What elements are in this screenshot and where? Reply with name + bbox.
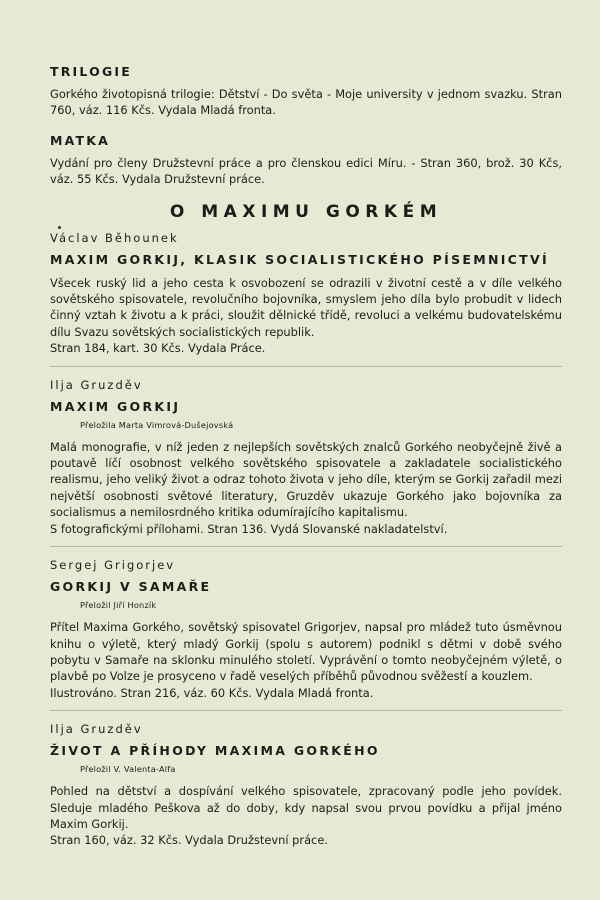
- book-title: MAXIM GORKIJ, KLASIK SOCIALISTICKÉHO PÍSEMNICTVÍ: [50, 251, 549, 267]
- section-text: Gorkého životopisná trilogie: Dětství - Do světa - Moje university v jednom svazku. Stran 760, váz. 116 Kčs. Vydala Mladá fronta.: [50, 87, 562, 118]
- book-info: Ilustrováno. Stran 216, váz. 60 Kčs. Vydala Mladá fronta.: [50, 685, 374, 700]
- book-author: Sergej Grigorjev: [50, 558, 176, 573]
- section-text: Vydání pro členy Družstevní práce a pro členskou edici Míru. - Stran 360, brož. 30 Kčs, váz. 55 Kčs. Vydala Družstevní práce.: [50, 155, 562, 187]
- book-author: Václav Běhounek: [50, 230, 179, 245]
- divider: [50, 366, 562, 367]
- book-title: MAXIM GORKIJ: [50, 398, 181, 414]
- book-info: Stran 160, váz. 32 Kčs. Vydala Družstevní práce.: [50, 833, 328, 848]
- book-description: Všecek ruský lid a jeho cesta k osvobození se odrazili v životní cestě a v díle velkého sovětského spisovatele, revolučního bojovníka, smyslem jeho díla bylo probudit v lidech činný vztah k životu a k práci, sloužit dělnické třídě, revoluci a velkému budovatelskému dílu Svazu sovětských socialistických republik.: [50, 275, 562, 339]
- book-description: Pohled na dětství a dospívání velkého spisovatele, zpracovaný podle jeho povídek. Sleduje mladého Peškova až do doby, kdy napsal svou prvou povídku a přijal jméno Maxim Gorkij.: [50, 784, 562, 831]
- book-title: GORKIJ V SAMAŘE: [50, 579, 212, 595]
- book-entry: [50, 378, 562, 537]
- book-info: Stran 184, kart. 30 Kčs. Vydala Práce.: [50, 341, 266, 356]
- book-translator: Přeložil Jiří Honzík: [80, 600, 157, 611]
- book-info: S fotografickými přílohami. Stran 136. Vydá Slovanské nakladatelství.: [50, 521, 448, 536]
- book-entry: [50, 558, 562, 701]
- divider: [50, 546, 562, 547]
- book-entry: [50, 231, 562, 357]
- book-translator: Přeložil V. Valenta-Alfa: [80, 764, 176, 775]
- book-translator: Přeložila Marta Vimrová-Dušejovská: [80, 419, 234, 430]
- main-heading: O MAXIMU GORKÉM: [169, 201, 443, 222]
- divider: [50, 710, 562, 711]
- book-title: ŽIVOT A PŘÍHODY MAXIMA GORKÉHO: [50, 743, 380, 759]
- ink-dot: [58, 226, 61, 229]
- section-matka: [50, 133, 562, 188]
- section-trilogie: [50, 64, 562, 119]
- book-author: Ilja Gruzděv: [50, 377, 143, 392]
- section-title: MATKA: [50, 132, 111, 148]
- book-description: Malá monografie, v níž jeden z nejlepších sovětských znalců Gorkého neobyčejně živě a poutavě líčí osobnost velkého sovětského spisovatele a zakladatele socialistického realismu, jeho veliký život a odraz tohoto života v jeho díle, kterým se Gorkij zařadil mezi největší osobnosti světové literatury, Gruzděv ukazuje Gorkého jako bojovníka za socialismus a nemilosrdného kritika odumírajícího kapitalismu.: [50, 439, 562, 520]
- book-author: Ilja Gruzděv: [50, 722, 143, 737]
- section-title: TRILOGIE: [50, 64, 132, 79]
- book-description: Přítel Maxima Gorkého, sovětský spisovatel Grigorjev, napsal pro mládež tuto úsměvnou knihu o výletě, který mladý Gorkij (spolu s autorem) podnikl s dětmi v době svého pobytu v Samaře na sklonku minulého století. Vyprávění o tomto neobyčejném výletě, o plavbě po Volze je prosyceno v řadě veselých příběhů původnou svěžestí a kouzlem.: [50, 620, 562, 684]
- book-entry: [50, 722, 562, 849]
